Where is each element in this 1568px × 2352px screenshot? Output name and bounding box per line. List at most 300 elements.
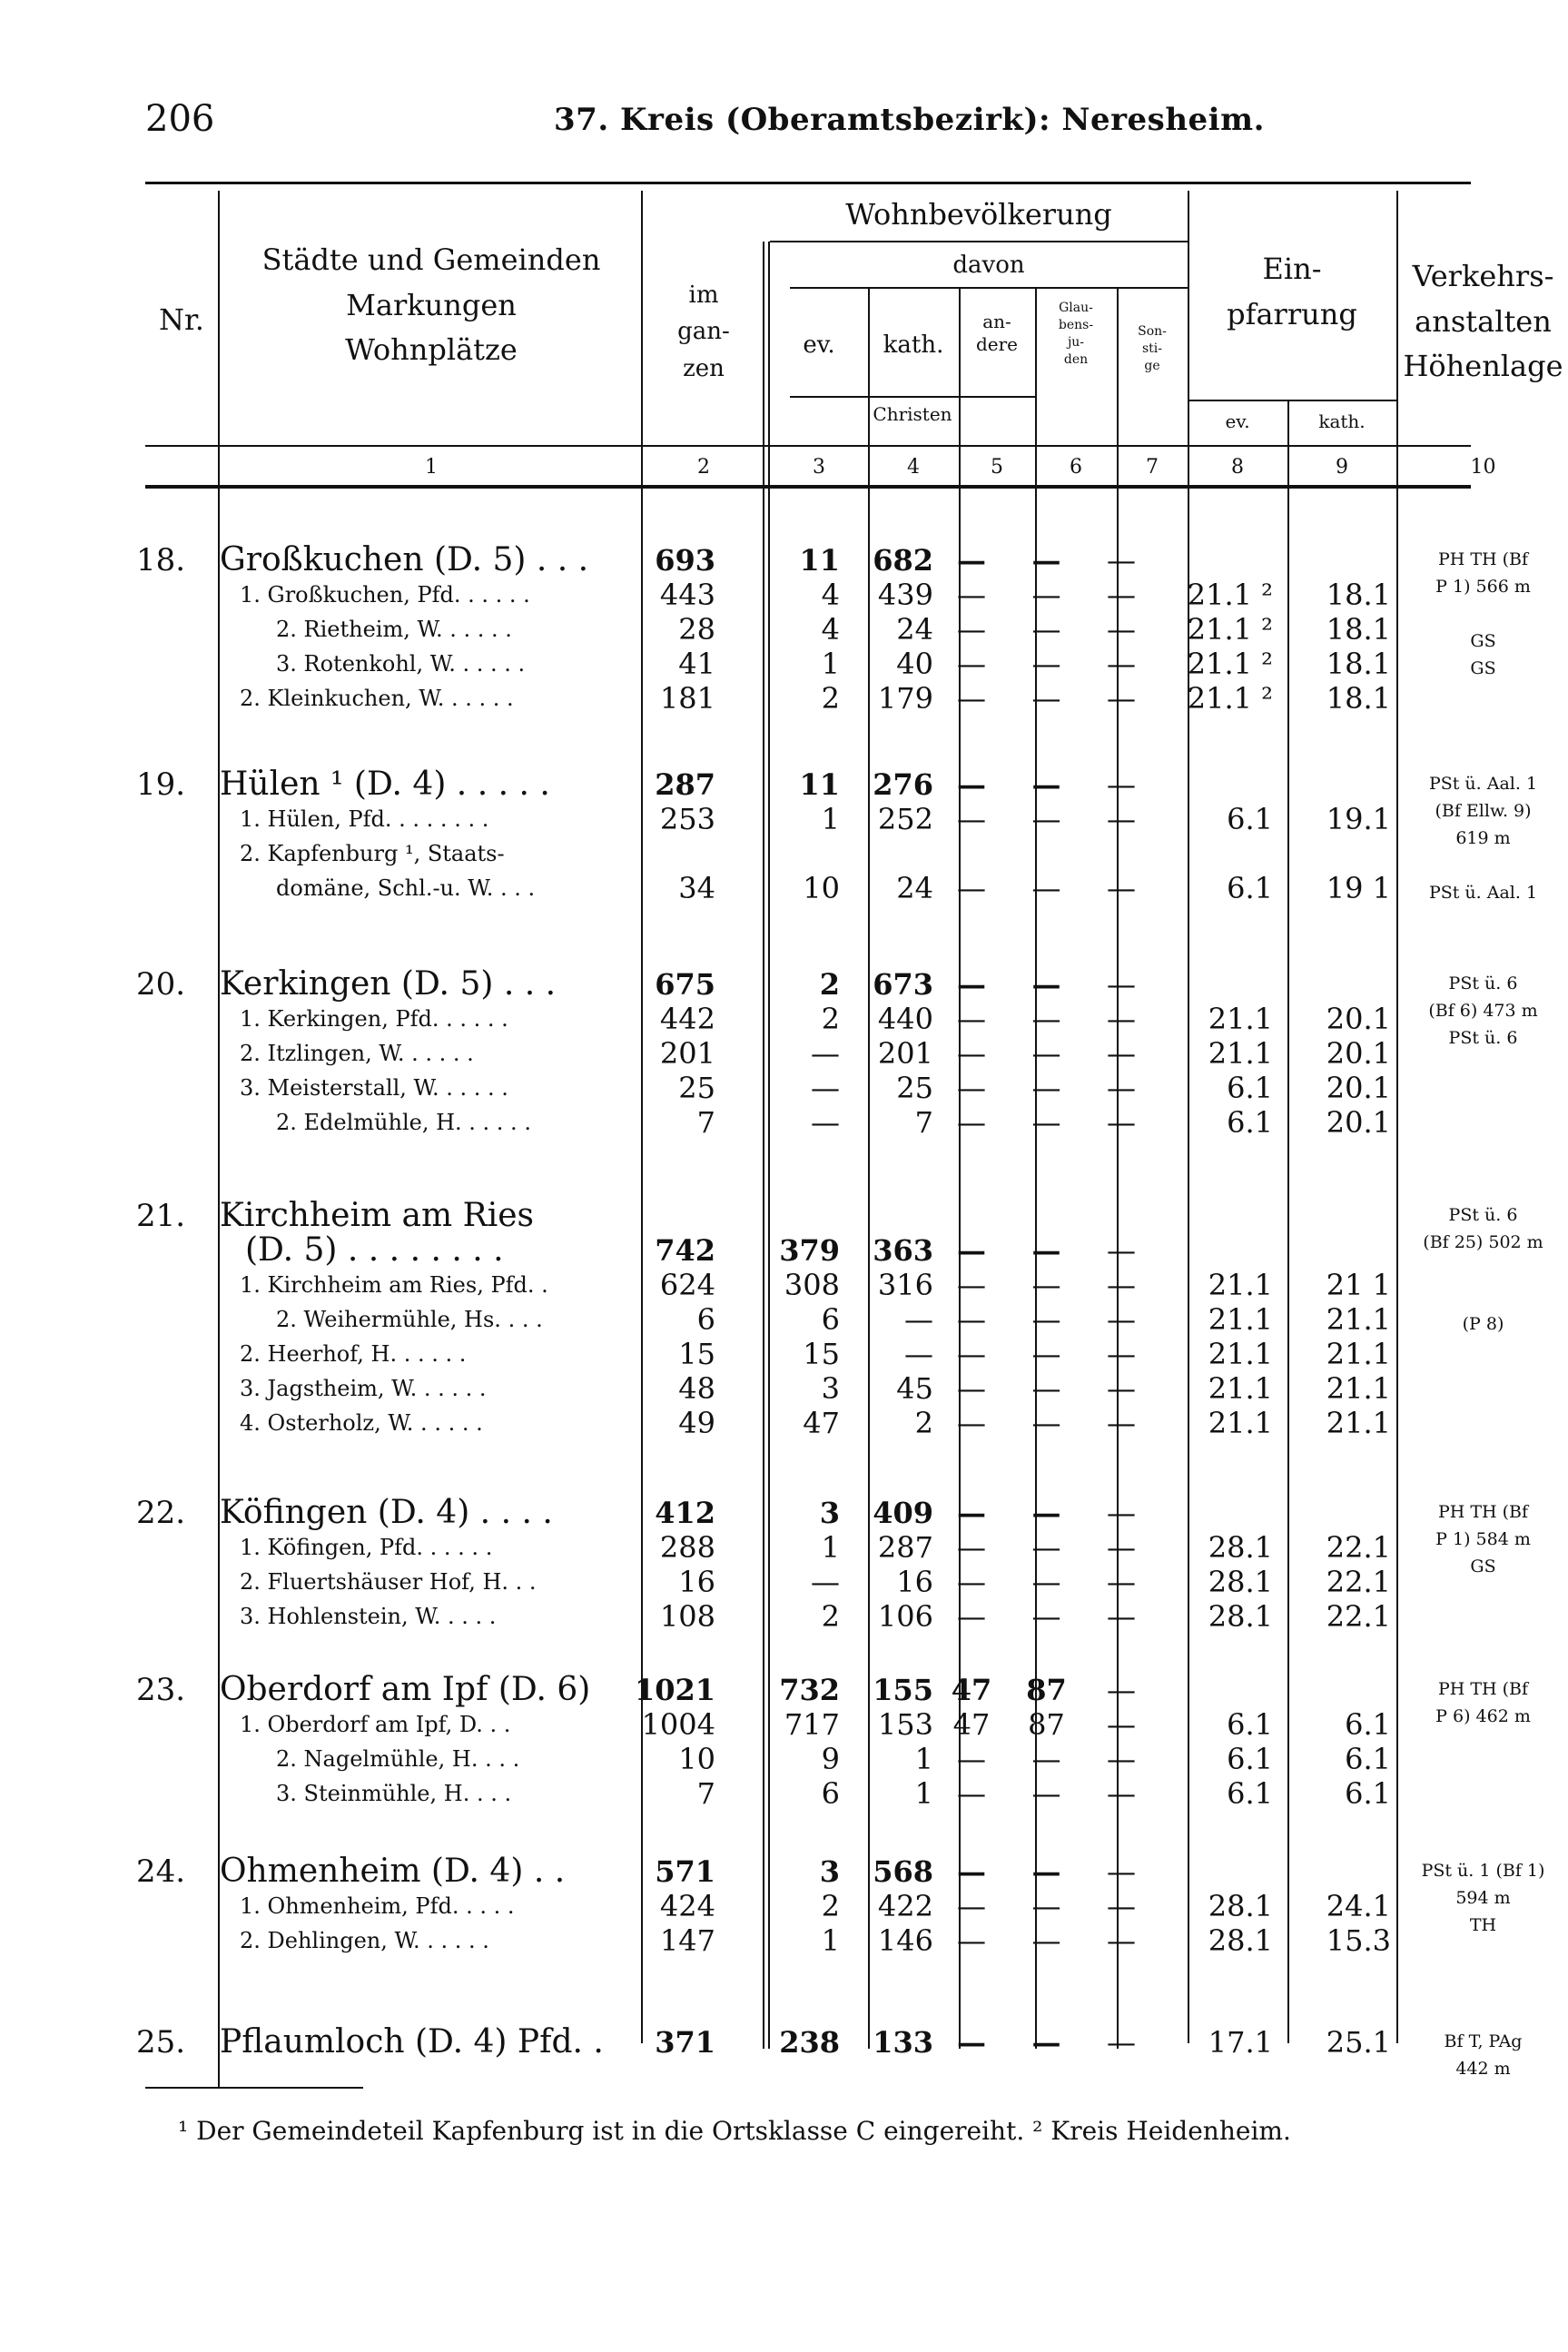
place-name: 2. Weihermühle, Hs. . . . (276, 1307, 543, 1332)
cell-total: 181 (659, 681, 715, 716)
cell-pf-ev: 21.1 (1208, 1371, 1273, 1406)
header-einpfarrung (1189, 247, 1395, 337)
header-places-line1: Städte und Gemeinden (261, 242, 601, 277)
cell-pf-kath: 18.1 (1326, 647, 1391, 681)
table-row (0, 836, 1568, 871)
cell-pf-kath: 21.1 (1326, 1406, 1391, 1440)
place-name: 2. Edelmühle, H. . . . . . (276, 1110, 531, 1135)
colnum-5: 5 (991, 456, 1003, 479)
cell-pf-kath: 21.1 (1326, 1371, 1391, 1406)
cell-total: 25 (678, 1071, 715, 1105)
cell-pf-kath: 21.1 (1326, 1337, 1391, 1371)
verkehr-line: PSt ü. Aal. 1 (1428, 883, 1538, 903)
cell-ev: 3 (819, 1854, 840, 1889)
cell-pf-kath: 24.1 (1326, 1889, 1391, 1923)
cell-juden: — (1031, 1036, 1061, 1071)
cell-andere: — (957, 1233, 986, 1268)
verkehr-line: TH (1469, 1915, 1497, 1935)
cell-kath: 568 (873, 1854, 933, 1889)
place-name: Köfingen (D. 4) . . . . (220, 1496, 553, 1530)
cell-pf-ev: 21.1 ² (1187, 612, 1273, 647)
cell-total: 571 (655, 1854, 715, 1889)
cell-pf-kath: 22.1 (1326, 1565, 1391, 1599)
pop-title-rule (770, 241, 1188, 242)
cell-andere: — (957, 681, 986, 716)
cell-ev: — (811, 1071, 840, 1105)
place-name: Großkuchen (D. 5) . . . (220, 543, 589, 578)
cell-total: 1021 (634, 1673, 715, 1707)
cell-sonst: — (1107, 967, 1136, 1002)
place-name: 3. Jagstheim, W. . . . . . (240, 1376, 487, 1401)
cell-andere: — (957, 1302, 986, 1337)
cell-pf-ev: 28.1 (1208, 1599, 1273, 1634)
cell-juden: — (1031, 1742, 1061, 1776)
cell-andere: — (957, 767, 986, 802)
table-row (0, 1889, 1568, 1923)
cell-juden: — (1031, 1530, 1061, 1565)
cell-ev: — (811, 1565, 840, 1599)
verkehr-line: PH TH (Bf (1437, 1502, 1529, 1522)
table-row (0, 871, 1568, 905)
header-einpf-line2: pfarrung (1227, 296, 1357, 331)
table-row (0, 1673, 1568, 1707)
cell-sonst: — (1107, 767, 1136, 802)
colnum-9: 9 (1336, 456, 1348, 479)
cell-ev: 2 (821, 681, 840, 716)
cell-pf-kath: 6.1 (1345, 1707, 1391, 1742)
cell-kath: 25 (896, 1071, 933, 1105)
place-name: 2. Kleinkuchen, W. . . . . . (240, 686, 514, 711)
cell-sonst: — (1107, 543, 1136, 578)
christen-rule (790, 396, 1035, 398)
cell-sonst: — (1107, 1105, 1136, 1140)
cell-total: 41 (678, 647, 715, 681)
cell-ev: 1 (821, 1923, 840, 1958)
verkehr-line: Bf T, PAg (1444, 2031, 1523, 2051)
place-name: 2. Fluertshäuser Hof, H. . . (240, 1569, 537, 1595)
cell-pf-ev: 6.1 (1227, 1776, 1273, 1811)
place-name: 3. Steinmühle, H. . . . (276, 1781, 512, 1806)
table-row (0, 1268, 1568, 1302)
header-ev: ev. (803, 331, 835, 359)
header-sonst-line3: ge (1144, 358, 1160, 373)
cell-kath: 201 (877, 1036, 933, 1071)
group-number: 22. (136, 1495, 186, 1531)
cell-sonst: — (1107, 647, 1136, 681)
cell-pf-kath: 18.1 (1326, 578, 1391, 612)
cell-juden: — (1031, 1337, 1061, 1371)
cell-andere: — (957, 1036, 986, 1071)
cell-ev: 15 (803, 1337, 840, 1371)
header-davon: davon (952, 252, 1025, 279)
cell-kath: 252 (877, 802, 933, 836)
cell-andere: — (957, 1776, 986, 1811)
cell-total: 34 (678, 871, 715, 905)
header-kath: kath. (883, 331, 944, 359)
table-row (0, 1776, 1568, 1811)
cell-andere: — (957, 1002, 986, 1036)
cell-pf-kath: 19.1 (1326, 802, 1391, 836)
table-row (0, 1371, 1568, 1406)
verkehr-line: PSt ü. 1 (Bf 1) (1421, 1861, 1545, 1881)
cell-pf-ev: 6.1 (1227, 871, 1273, 905)
cell-total: 443 (659, 578, 715, 612)
cell-andere: — (957, 1371, 986, 1406)
table-row (0, 578, 1568, 612)
cell-pf-kath: 18.1 (1326, 612, 1391, 647)
table-row (0, 1071, 1568, 1105)
place-name: 4. Osterholz, W. . . . . . (240, 1410, 483, 1436)
cell-ev: 1 (821, 802, 840, 836)
cell-juden: — (1031, 1854, 1061, 1889)
cell-ev: 238 (779, 2025, 840, 2060)
cell-pf-ev: 21.1 ² (1187, 578, 1273, 612)
cell-ev: — (811, 1105, 840, 1140)
verkehr-line: (Bf Ellw. 9) (1435, 801, 1532, 821)
cell-total: 742 (655, 1233, 715, 1268)
header-juden-line3: ju- (1067, 334, 1085, 350)
header-places-line2: Markungen (346, 287, 517, 322)
group-number: 25. (136, 2024, 186, 2060)
place-name: 1. Oberdorf am Ipf, D. . . (240, 1712, 511, 1737)
colnum-8: 8 (1231, 456, 1244, 479)
cell-pf-ev: 21.1 (1208, 1002, 1273, 1036)
cell-andere: — (957, 2025, 986, 2060)
verkehr-line: P 1) 584 m (1435, 1529, 1531, 1549)
place-name: 2. Heerhof, H. . . . . . (240, 1341, 467, 1367)
table-row (0, 543, 1568, 578)
cell-kath: — (904, 1302, 933, 1337)
table-row (0, 1599, 1568, 1634)
cell-juden: — (1031, 543, 1061, 578)
verkehr-line: GS (1470, 1556, 1496, 1576)
cell-juden: — (1031, 1002, 1061, 1036)
cell-andere: 47 (951, 1673, 992, 1707)
verkehr-line: PSt ü. 6 (1448, 1205, 1518, 1225)
cell-juden: 87 (1028, 1707, 1065, 1742)
colnum-1: 1 (425, 456, 438, 479)
cell-kath: 440 (877, 1002, 933, 1036)
cell-sonst: — (1107, 1302, 1136, 1337)
cell-andere: — (957, 1496, 986, 1530)
colnum-bottom-rule (145, 485, 1471, 489)
colnum-7: 7 (1146, 456, 1159, 479)
cell-sonst: — (1107, 1854, 1136, 1889)
cell-kath: 40 (896, 647, 933, 681)
cell-sonst: — (1107, 1496, 1136, 1530)
cell-ev: 9 (821, 1742, 840, 1776)
verkehr-line: 619 m (1455, 828, 1511, 848)
cell-kath: 673 (873, 967, 933, 1002)
einpfarrung-rule (1188, 400, 1396, 401)
table-row (0, 612, 1568, 647)
cell-kath: 155 (873, 1673, 933, 1707)
table-row (0, 1854, 1568, 1889)
cell-ev: 379 (779, 1233, 840, 1268)
header-verkehr-line1: Verkehrs- (1412, 259, 1554, 293)
header-juden-line4: den (1063, 351, 1089, 367)
cell-total: 1004 (641, 1707, 715, 1742)
table-row (0, 1302, 1568, 1337)
verkehr-line: GS (1470, 631, 1496, 651)
davon-rule (790, 287, 1188, 289)
cell-pf-ev: 21.1 (1208, 1337, 1273, 1371)
table-row (0, 1742, 1568, 1776)
place-name: 3. Rotenkohl, W. . . . . . (276, 651, 526, 677)
header-sonstige (1119, 323, 1186, 375)
cell-ev: 1 (821, 1530, 840, 1565)
cell-andere: — (957, 871, 986, 905)
cell-pf-kath: 21.1 (1326, 1302, 1391, 1337)
running-head: 37. Kreis (Oberamtsbezirk): Neresheim. (554, 102, 1265, 138)
header-pop-title: Wohnbevölkerung (845, 197, 1112, 232)
cell-pf-ev: 6.1 (1227, 1105, 1273, 1140)
cell-pf-kath: 20.1 (1326, 1036, 1391, 1071)
verkehr-line: 594 m (1455, 1888, 1511, 1908)
cell-sonst: — (1107, 1071, 1136, 1105)
cell-pf-ev: 6.1 (1227, 1742, 1273, 1776)
cell-ev: 11 (799, 543, 840, 578)
cell-kath: 316 (877, 1268, 933, 1302)
place-name: 2. Nagelmühle, H. . . . (276, 1746, 520, 1772)
header-juden-line2: bens- (1058, 317, 1094, 332)
cell-pf-ev: 28.1 (1208, 1565, 1273, 1599)
colnum-4: 4 (907, 456, 920, 479)
cell-ev: 1 (821, 647, 840, 681)
place-name: 2. Itzlingen, W. . . . . . (240, 1041, 474, 1066)
cell-pf-kath: 18.1 (1326, 681, 1391, 716)
cell-sonst: — (1107, 871, 1136, 905)
cell-pf-ev: 28.1 (1208, 1530, 1273, 1565)
cell-kath: 1 (914, 1776, 933, 1811)
table-row (0, 2025, 1568, 2060)
cell-andere: 47 (952, 1707, 991, 1742)
cell-juden: — (1031, 1599, 1061, 1634)
cell-total: 442 (659, 1002, 715, 1036)
cell-kath: 422 (877, 1889, 933, 1923)
cell-total: 201 (659, 1036, 715, 1071)
cell-total: 624 (659, 1268, 715, 1302)
cell-juden: — (1031, 1776, 1061, 1811)
cell-juden: — (1031, 802, 1061, 836)
header-verkehr (1398, 254, 1568, 390)
cell-juden: — (1031, 2025, 1061, 2060)
verkehr-line: PH TH (Bf (1437, 549, 1529, 569)
header-total-line1: im (688, 282, 719, 309)
cell-andere: — (957, 612, 986, 647)
header-verkehr-line2: anstalten (1415, 303, 1552, 339)
group-number: 20. (136, 966, 186, 1003)
place-name: 1. Ohmenheim, Pfd. . . . . (240, 1893, 515, 1919)
cell-pf-ev: 21.1 (1208, 1036, 1273, 1071)
page-number: 206 (145, 98, 215, 140)
cell-juden: — (1031, 1233, 1061, 1268)
place-name: 1. Hülen, Pfd. . . . . . . . (240, 806, 489, 832)
verkehr-line: 442 m (1455, 2059, 1511, 2079)
cell-ev: 6 (821, 1776, 840, 1811)
cell-juden: — (1031, 1496, 1061, 1530)
cell-kath: 45 (896, 1371, 933, 1406)
table-row (0, 1496, 1568, 1530)
cell-total: 288 (659, 1530, 715, 1565)
cell-sonst: — (1107, 1036, 1136, 1071)
table-row (0, 1530, 1568, 1565)
cell-total: 424 (659, 1889, 715, 1923)
table-row (0, 1233, 1568, 1268)
place-name: Ohmenheim (D. 4) . . (220, 1854, 566, 1889)
cell-sonst: — (1107, 802, 1136, 836)
table-row (0, 1923, 1568, 1958)
table-row (0, 1036, 1568, 1071)
place-name: Hülen ¹ (D. 4) . . . . . (220, 767, 550, 802)
cell-juden: — (1031, 1302, 1061, 1337)
cell-andere: — (957, 647, 986, 681)
cell-total: 7 (696, 1105, 715, 1140)
cell-pf-ev: 17.1 (1208, 2025, 1273, 2060)
cell-andere: — (957, 1889, 986, 1923)
table-row (0, 1199, 1568, 1233)
verkehr-line: P 1) 566 m (1435, 577, 1531, 597)
cell-kath: 409 (873, 1496, 933, 1530)
cell-juden: — (1031, 767, 1061, 802)
colnum-3: 3 (813, 456, 825, 479)
cell-total: 287 (655, 767, 715, 802)
cell-sonst: — (1107, 1002, 1136, 1036)
place-name: domäne, Schl.-u. W. . . . (276, 875, 536, 901)
cell-sonst: — (1107, 1337, 1136, 1371)
cell-total: 49 (678, 1406, 715, 1440)
cell-ev: 10 (803, 871, 840, 905)
cell-andere: — (957, 1599, 986, 1634)
cell-total: 371 (655, 2025, 715, 2060)
cell-pf-ev: 21.1 ² (1187, 647, 1273, 681)
cell-sonst: — (1107, 1742, 1136, 1776)
cell-total: 253 (659, 802, 715, 836)
place-name: 3. Hohlenstein, W. . . . . (240, 1604, 497, 1629)
place-name: 2. Dehlingen, W. . . . . . (240, 1928, 489, 1953)
cell-andere: — (957, 802, 986, 836)
place-name: 2. Rietheim, W. . . . . . (276, 617, 512, 642)
table-row (0, 681, 1568, 716)
cell-kath: — (904, 1337, 933, 1371)
cell-sonst: — (1107, 1889, 1136, 1923)
cell-kath: 439 (877, 578, 933, 612)
group-number: 18. (136, 542, 186, 578)
cell-andere: — (957, 1071, 986, 1105)
verkehr-line: (Bf 25) 502 m (1423, 1232, 1543, 1252)
cell-juden: — (1031, 967, 1061, 1002)
cell-andere: — (957, 1923, 986, 1958)
cell-sonst: — (1107, 1776, 1136, 1811)
cell-kath: 1 (914, 1742, 933, 1776)
cell-pf-kath: 19 1 (1326, 871, 1391, 905)
header-andere (961, 311, 1033, 356)
cell-sonst: — (1107, 1707, 1136, 1742)
cell-total: 412 (655, 1496, 715, 1530)
cell-ev: 4 (821, 578, 840, 612)
header-verkehr-line3: Höhenlage (1403, 349, 1563, 384)
table-bottom-rule (145, 2087, 363, 2089)
cell-juden: — (1031, 612, 1061, 647)
cell-sonst: — (1107, 681, 1136, 716)
colnum-10: 10 (1470, 456, 1496, 479)
cell-ev: 717 (784, 1707, 840, 1742)
verkehr-line: GS (1470, 658, 1496, 678)
group-number: 21. (136, 1198, 186, 1234)
place-name: 1. Kirchheim am Ries, Pfd. . (240, 1272, 548, 1298)
cell-sonst: — (1107, 1565, 1136, 1599)
cell-kath: 133 (873, 2025, 933, 2060)
cell-ev: 2 (821, 1889, 840, 1923)
header-juden-line1: Glau- (1059, 301, 1093, 315)
cell-kath: 146 (877, 1923, 933, 1958)
cell-juden: — (1031, 871, 1061, 905)
cell-juden: — (1031, 1889, 1061, 1923)
cell-juden: — (1031, 1371, 1061, 1406)
cell-pf-ev: 21.1 (1208, 1268, 1273, 1302)
colnum-6: 6 (1070, 456, 1082, 479)
cell-sonst: — (1107, 2025, 1136, 2060)
cell-pf-ev: 6.1 (1227, 1707, 1273, 1742)
place-name: 1. Köfingen, Pfd. . . . . . (240, 1535, 493, 1560)
cell-kath: 2 (914, 1406, 933, 1440)
cell-sonst: — (1107, 1233, 1136, 1268)
cell-total: 147 (659, 1923, 715, 1958)
cell-total: 7 (696, 1776, 715, 1811)
cell-sonst: — (1107, 612, 1136, 647)
colnum-2: 2 (697, 456, 710, 479)
cell-andere: — (957, 1406, 986, 1440)
cell-andere: — (957, 1530, 986, 1565)
cell-sonst: — (1107, 1406, 1136, 1440)
table-row (0, 647, 1568, 681)
cell-ev: 2 (819, 967, 840, 1002)
place-name: 1. Kerkingen, Pfd. . . . . . (240, 1006, 508, 1032)
group-number: 19. (136, 766, 186, 803)
header-sonst-line1: Son- (1138, 324, 1167, 339)
header-christen: Christen (873, 403, 952, 425)
cell-sonst: — (1107, 1530, 1136, 1565)
cell-ev: 2 (821, 1599, 840, 1634)
cell-juden: — (1031, 1565, 1061, 1599)
cell-pf-ev: 28.1 (1208, 1923, 1273, 1958)
cell-juden: — (1031, 1071, 1061, 1105)
cell-juden: — (1031, 1105, 1061, 1140)
group-number: 24. (136, 1853, 186, 1890)
cell-juden: 87 (1026, 1673, 1067, 1707)
cell-andere: — (957, 1854, 986, 1889)
cell-ev: 3 (819, 1496, 840, 1530)
place-name: Kerkingen (D. 5) . . . (220, 967, 557, 1002)
cell-ev: 6 (821, 1302, 840, 1337)
cell-andere: — (957, 967, 986, 1002)
table-row (0, 1002, 1568, 1036)
cell-total: 693 (655, 543, 715, 578)
cell-total: 108 (659, 1599, 715, 1634)
header-andere-line2: dere (975, 333, 1019, 355)
header-nr: Nr. (159, 302, 204, 337)
cell-juden: — (1031, 578, 1061, 612)
cell-total: 28 (678, 612, 715, 647)
place-name: 2. Kapfenburg ¹, Staats- (240, 841, 505, 866)
cell-sonst: — (1107, 1599, 1136, 1634)
cell-kath: 287 (877, 1530, 933, 1565)
header-total-line2: gan- (677, 318, 730, 346)
header-einpf-line1: Ein- (1262, 252, 1322, 286)
cell-andere: — (957, 1565, 986, 1599)
cell-kath: 7 (914, 1105, 933, 1140)
cell-ev: 4 (821, 612, 840, 647)
